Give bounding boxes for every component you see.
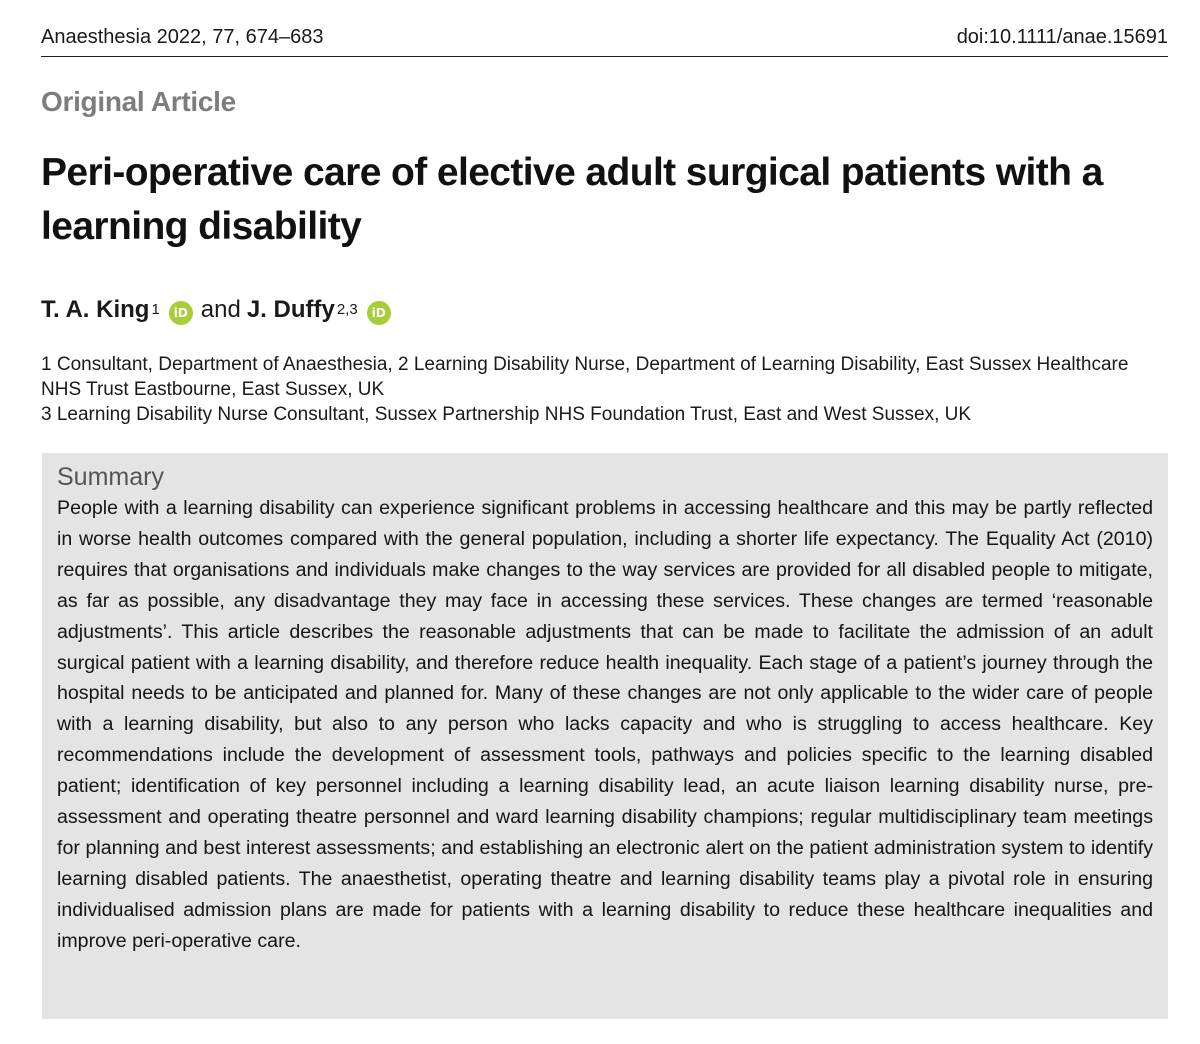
orcid-icon[interactable]: iD bbox=[367, 301, 391, 325]
author-name: J. Duffy bbox=[246, 296, 335, 323]
doi-link[interactable]: doi:10.1111/anae.15691 bbox=[956, 25, 1168, 48]
summary-box bbox=[42, 453, 1168, 1019]
author-list: T. A. King 1 iD and J. Duffy 2,3 iD bbox=[41, 292, 397, 328]
journal-citation: Anaesthesia 2022, 77, 674–683 bbox=[41, 25, 324, 48]
article-type-label: Original Article bbox=[41, 86, 236, 117]
affiliation-line: 1 Consultant, Department of Anaesthesia, 2 Learning Disability Nurse, Department of Learning Disability, East Sussex Healthcare NHS Trust Eastbourne, East Sussex, UK bbox=[41, 354, 1129, 400]
author-name: T. A. King bbox=[41, 296, 150, 323]
header-divider bbox=[41, 56, 1168, 57]
running-header bbox=[41, 22, 1168, 52]
summary-heading: Summary bbox=[57, 463, 164, 491]
summary-text: People with a learning disability can experience significant problems in accessing healthcare and this may be partly reflected in worse health outcomes compared with the general population, including a shorter life expectancy. The Equality Act (2010) requires that organisations and individuals make changes to the way services are provided for all disabled people to mitigate, as far as possible, any disadvantage they may face in accessing these services. These changes are termed ‘reasonable adjustments’. This article describes the reasonable adjustments that can be made to facilitate the admission of an adult surgical patient with a learning disability, and therefore reduce health inequality. Each stage of a patient’s journey through the hospital needs to be anticipated and planned for. Many of these changes are not only applicable to the wider care of people with a learning disability, but also to any person who lacks capacity and who is struggling to access healthcare. Key recommendations include the development of assessment tools, pathways and policies specific to the learning disabled patient; identification of key personnel including a learning disability lead, an acute liaison learning disability nurse, pre-assessment and operating theatre personnel and ward learning disability champions; regular multidisciplinary team meetings for planning and best interest assessments; and establishing an electronic alert on the patient administration system to identify learning disabled patients. The anaesthetist, operating theatre and learning disability teams play a pivotal role in ensuring individualised admission plans are made for patients with a learning disability to reduce these healthcare inequalities and improve peri-operative care. bbox=[57, 497, 1153, 952]
orcid-icon[interactable]: iD bbox=[169, 301, 193, 325]
author-separator: and bbox=[200, 296, 241, 323]
article-title: Peri-operative care of elective adult surgical patients with a learning disability bbox=[41, 151, 1103, 248]
affiliations bbox=[41, 352, 1161, 427]
affiliation-line: 3 Learning Disability Nurse Consultant, Sussex Partnership NHS Foundation Trust, East and West Sussex, UK bbox=[41, 404, 972, 425]
